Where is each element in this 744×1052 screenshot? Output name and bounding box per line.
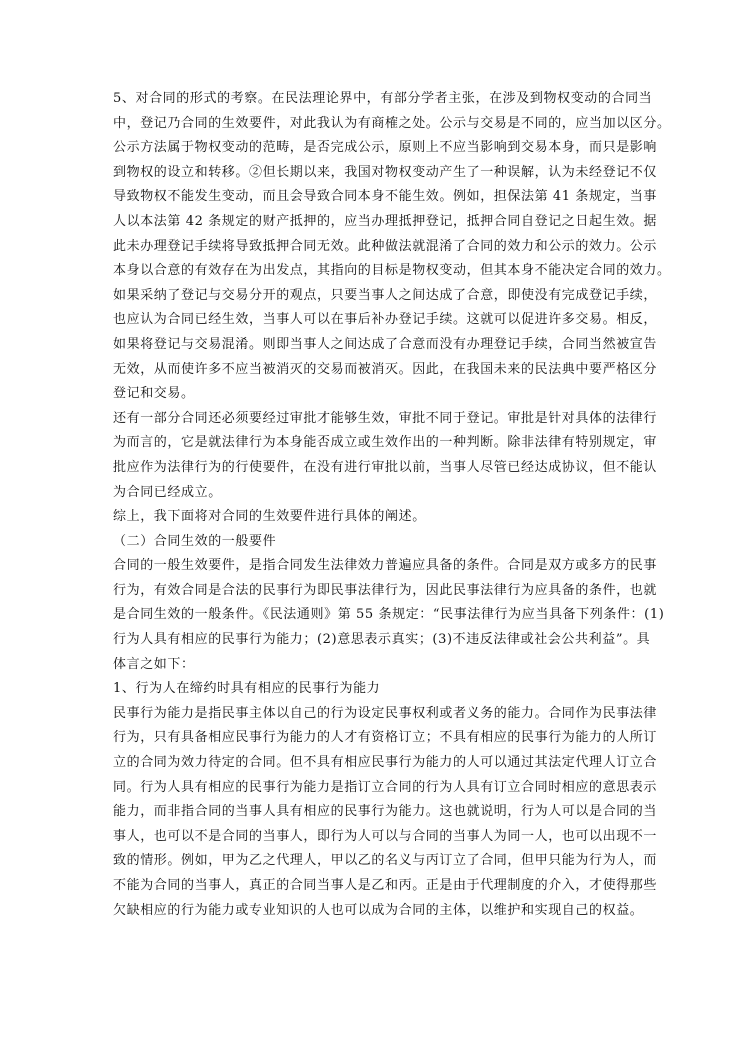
text-line: 行为，只有具备相应民事行为能力的人才有资格订立；不具有相应的民事行为能力的人所订 (113, 730, 658, 746)
text-line: 为合同已经成立。 (113, 484, 222, 500)
text-line: 体言之如下： (113, 656, 195, 672)
text-line: 还有一部分合同还必须要经过审批才能够生效，审批不同于登记。审批是针对具体的法律行 (113, 410, 658, 426)
text-line: 不能为合同的当事人，真正的合同当事人是乙和丙。正是由于代理制度的介入，才使得那些 (113, 878, 658, 893)
paragraph-p-summary (113, 505, 644, 530)
text-line: 为而言的，它是就法律行为本身能否成立或生效作出的一种判断。除非法律有特别规定，审 (113, 435, 658, 451)
text-line: 无效，从而使许多不应当被消灭的交易而被消灭。因此，在我国未来的民法典中要严格区分 (113, 361, 658, 377)
text-line: 到物权的设立和转移。②但长期以来，我国对物权变动产生了一种误解，认为未经登记不仅 (113, 164, 658, 180)
text-line: 人以本法第 42 条规定的财产抵押的，应当办理抵押登记，抵押合同自登记之日起生效。据 (113, 213, 658, 229)
text-line: 同。行为人具有相应的民事行为能力是指订立合同的行为人具有订立合同时相应的意思表示 (113, 779, 658, 795)
text-line: （二）合同生效的一般要件 (113, 533, 277, 549)
text-line: 民事行为能力是指民事主体以自己的行为设定民事权利或者义务的能力。合同作为民事法律 (113, 705, 658, 721)
text-line: 公示方法属于物权变动的范畴，是否完成公示，原则上不应当影响到交易本身，而只是影响 (113, 140, 658, 156)
text-line: 综上，我下面将对合同的生效要件进行具体的阐述。 (113, 509, 426, 525)
text-line: 欠缺相应的行为能力或专业知识的人也可以成为合同的主体，以维护和实现自己的权益。 (113, 902, 644, 918)
text-line: 如果将登记与交易混淆。则即当事人之间达成了合意而没有办理登记手续，合同当然被宣告 (113, 336, 658, 352)
text-line: 登记和交易。 (113, 386, 195, 402)
text-line: 批应作为法律行为的行使要件，在没有进行审批以前，当事人尽管已经达成协议，但不能认 (113, 459, 658, 475)
text-line: 行为人具有相应的民事行为能力；(2)意思表示真实；(3)不违反法律或社会公共利益”。具 (113, 632, 651, 648)
paragraph-p-capacity (113, 702, 658, 923)
paragraph-p-general (113, 554, 665, 677)
text-line: 1、行为人在缔约时具有相应的民事行为能力 (113, 681, 381, 697)
text-line: 事人，也可以不是合同的当事人，即行为人可以与合同的当事人为同一人，也可以出现不一 (113, 828, 658, 844)
text-line: 中，登记乃合同的生效要件，对此我认为有商榷之处。公示与交易是不同的，应当加以区分。 (113, 115, 671, 131)
paragraph-p-approval (113, 407, 658, 505)
text-line: 如果采纳了登记与交易分开的观点，只要当事人之间达成了合意，即使没有完成登记手续， (113, 287, 658, 303)
text-line: 是合同生效的一般条件。《民法通则》第 55 条规定：“民事法律行为应当具备下列条件：(1) (113, 607, 665, 623)
text-line: 致的情形。例如，甲为乙之代理人，甲以乙的名义与丙订立了合同，但甲只能为行为人，而 (113, 853, 658, 869)
text-line: 导致物权不能发生变动，而且会导致合同本身不能生效。例如，担保法第 41 条规定，当事 (113, 189, 658, 205)
text-line: 行为，有效合同是合法的民事行为即民事法律行为，因此民事法律行为应具备的条件，也就 (113, 582, 658, 598)
paragraph-p-heading-1 (113, 677, 644, 702)
text-line: 此未办理登记手续将导致抵押合同无效。此种做法就混淆了合同的效力和公示的效力。公示 (113, 238, 658, 254)
paragraph-p-heading-2 (113, 530, 644, 555)
text-line: 5、对合同的形式的考察。在民法理论界中，有部分学者主张，在涉及到物权变动的合同当 (113, 91, 653, 106)
text-line: 立的合同为效力待定的合同。但不具有相应民事行为能力的人可以通过其法定代理人订立合 (113, 755, 658, 771)
text-line: 能力，而非指合同的当事人具有相应的民事行为能力。这也就说明，行为人可以是合同的当 (113, 804, 658, 820)
paragraph-p-5-form (113, 87, 671, 407)
text-line: 本身以合意的有效存在为出发点，其指向的目标是物权变动，但其本身不能决定合同的效力。 (113, 263, 671, 279)
text-line: 也应认为合同已经生效，当事人可以在事后补办登记手续。这就可以促进许多交易。相反， (113, 312, 658, 328)
text-line: 合同的一般生效要件，是指合同发生法律效力普遍应具备的条件。合同是双方或多方的民事 (113, 558, 658, 574)
